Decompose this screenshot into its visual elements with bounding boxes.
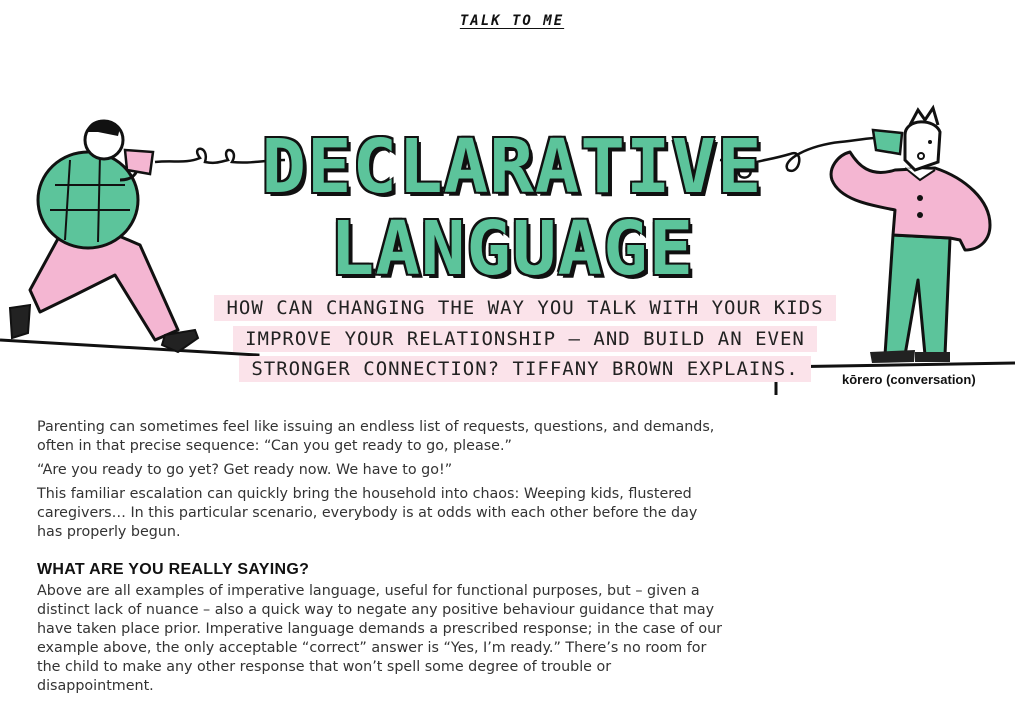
hero-subtitle-line: STRONGER CONNECTION? TIFFANY BROWN EXPLAINS. bbox=[239, 356, 810, 382]
hero-subtitle-line: HOW CAN CHANGING THE WAY YOU TALK WITH YOUR KIDS bbox=[214, 295, 835, 321]
article-subheading: WHAT ARE YOU REALLY SAYING? bbox=[37, 561, 310, 578]
article-paragraph: Parenting can sometimes feel like issuing an endless list of requests, questions, and demands, often in that precise sequence: “Can you get ready to go, please.” bbox=[37, 419, 715, 454]
hero-title-line-2: LANGUAGE bbox=[329, 206, 695, 292]
hero-illustration bbox=[0, 90, 1024, 405]
article-paragraph: Above are all examples of imperative language, useful for functional purposes, but – given a distinct lack of nuance – also a quick way to negate any positive behaviour guidance that may have taken place prior. Imperative language demands a prescribed response; in the case of our example above, the only acceptable “correct” answer is “Yes, I’m ready.” There’s no room for the child to make any other response that won’t spell some degree of trouble or disappointment. bbox=[37, 583, 723, 694]
article-body bbox=[37, 418, 727, 701]
section-kicker bbox=[0, 10, 1024, 29]
article-paragraph: “Are you ready to go yet? Get ready now. We have to go!” bbox=[37, 462, 453, 478]
hero-title-line-1: DECLARATIVE bbox=[261, 124, 763, 210]
hero-subtitle bbox=[200, 293, 850, 385]
article-paragraph: This familiar escalation can quickly bring the household into chaos: Weeping kids, flustered caregivers… In this particular scenario, everybody is at odds with each other before the day has properly begun. bbox=[37, 486, 698, 540]
hero-subtitle-line: IMPROVE YOUR RELATIONSHIP – AND BUILD AN EVEN bbox=[233, 326, 817, 352]
hero-caption: kōrero (conversation) bbox=[842, 372, 976, 387]
kicker-link[interactable]: TALK TO ME bbox=[459, 13, 565, 29]
